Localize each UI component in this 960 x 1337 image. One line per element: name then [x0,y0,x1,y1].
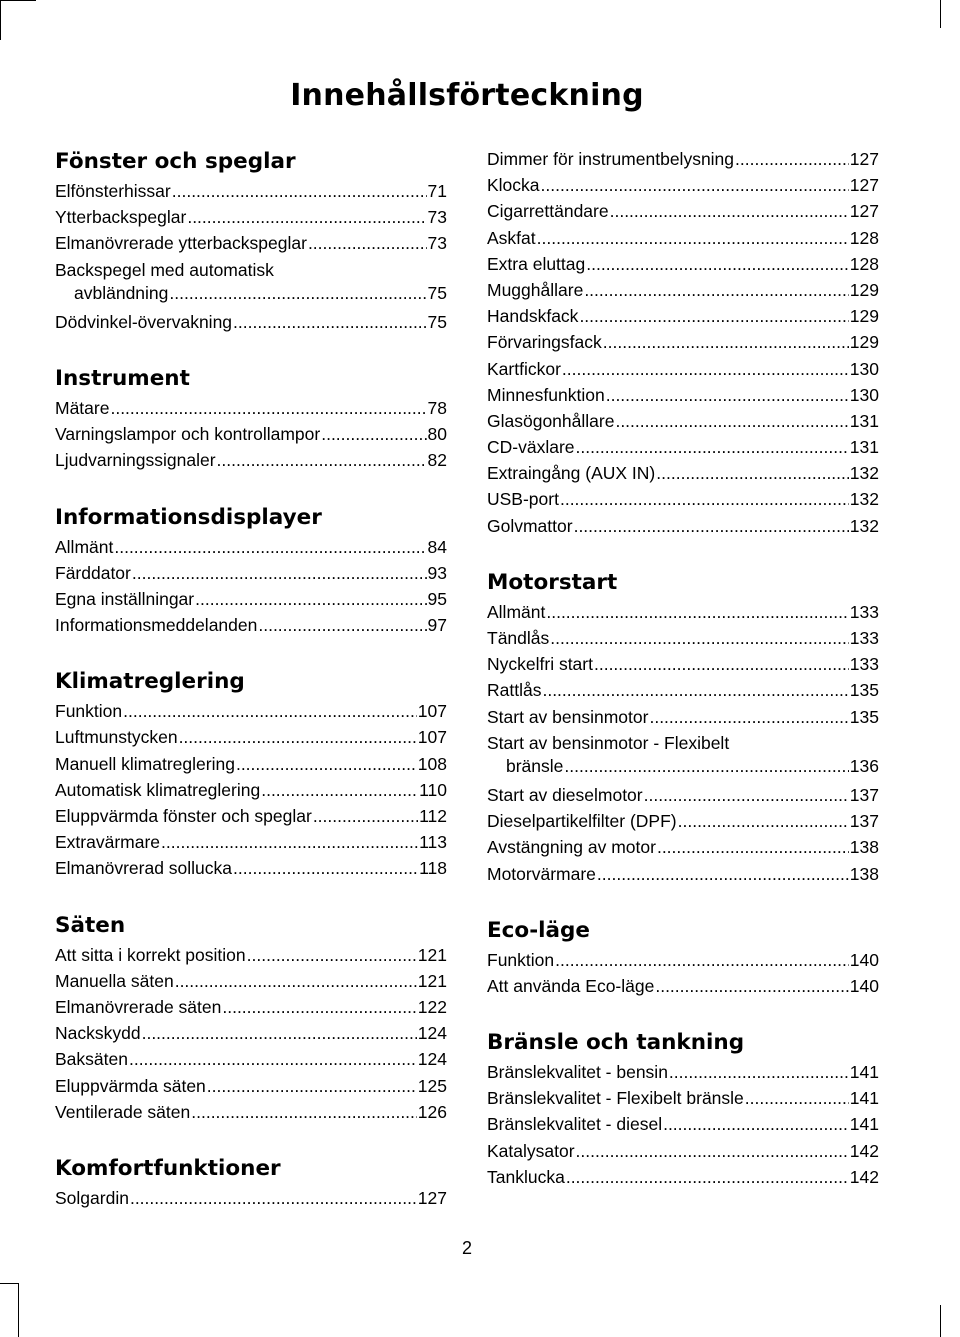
toc-entry[interactable] [487,1059,879,1085]
dot-leader [576,1138,849,1164]
toc-entry-title: Extra eluttag [487,253,586,274]
dot-leader [123,698,417,724]
toc-entry-page: 130 [849,384,879,405]
toc-entry-title: Manuella säten [55,970,174,991]
toc-section [55,502,447,639]
toc-entry-title: Klocka [487,175,540,196]
toc-entry-page: 133 [849,628,879,648]
dot-leader [649,704,848,730]
toc-entry-page: 140 [849,975,879,996]
dot-leader [550,625,849,651]
toc-entry[interactable] [55,204,447,230]
toc-entry-title: Dimmer för instrumentbelysning [487,149,735,169]
toc-entry[interactable] [487,704,879,730]
dot-leader [187,204,426,230]
toc-entry-page: 141 [849,1114,879,1135]
toc-entry[interactable] [487,303,879,329]
toc-entry-title: CD-växlare [487,437,575,458]
toc-entry[interactable] [55,1020,447,1046]
toc-entry[interactable] [487,198,879,224]
toc-entry-page: 136 [849,755,879,776]
toc-entry[interactable] [55,855,447,881]
toc-entry-page: 113 [419,832,447,853]
toc-entry[interactable] [487,808,879,834]
toc-entry-page: 138 [849,837,879,858]
toc-entry-title: Luftmunstycken [55,727,178,748]
crop-mark [0,1283,18,1284]
toc-entry-page: 127 [849,149,879,169]
dot-leader [207,1073,417,1099]
toc-entry-line [55,257,447,283]
dot-leader [562,356,849,382]
toc-entry[interactable] [55,395,447,421]
toc-entry-title: Golvmattor [487,515,573,536]
dot-leader [566,1164,849,1190]
section-heading: Eco-läge [487,917,590,943]
toc-entry-page: 80 [427,424,447,445]
toc-entry-page: 75 [427,311,447,332]
toc-entry-title: Rattlås [487,680,542,701]
dot-leader [308,230,427,256]
toc-entry-page: 141 [849,1088,879,1109]
section-heading: Motorstart [487,569,618,595]
toc-entry-title: Nackskydd [55,1023,141,1044]
toc-entry-title: Bränslekvalitet - diesel [487,1114,663,1135]
toc-entry-title: Funktion [55,701,123,722]
dot-leader [169,283,426,303]
toc-entry[interactable] [487,1138,879,1164]
toc-entry[interactable] [487,277,879,303]
dot-leader [172,178,427,204]
toc-entry[interactable] [487,329,879,355]
toc-entry-page: 132 [849,463,879,484]
dot-leader [321,421,426,447]
crop-mark [0,0,1,40]
dot-leader [586,251,849,277]
toc-entry[interactable] [487,947,879,973]
toc-section [55,1153,447,1211]
toc-entry-page: 141 [849,1062,879,1083]
dot-leader [541,172,849,198]
dot-leader [258,612,426,638]
toc-entry[interactable] [55,803,447,829]
toc-entry-title: Eluppvärmda säten [55,1075,206,1096]
dot-leader [130,1185,417,1211]
toc-section [55,363,447,474]
toc-entry-page: 110 [419,779,447,800]
dot-leader [615,408,848,434]
toc-entry[interactable] [487,730,879,776]
toc-entry-page: 84 [427,536,447,557]
dot-leader [233,855,418,881]
toc-entry-title: Extraingång (AUX IN) [487,463,656,484]
toc-entry-title: Varningslampor och kontrollampor [55,424,321,445]
toc-entry-page: 107 [417,701,447,722]
toc-entry-title: Färddator [55,562,131,583]
dot-leader [542,677,848,703]
toc-entry-page: 142 [849,1166,879,1187]
section-heading: Komfortfunktioner [55,1155,281,1181]
toc-entry[interactable] [487,225,879,251]
section-heading: Säten [55,912,126,938]
dot-leader [110,395,426,421]
toc-entry-title: Informationsmeddelanden [55,615,258,636]
dot-leader [574,513,849,539]
dot-leader [546,599,848,625]
toc-entry[interactable] [487,434,879,460]
toc-entry-title: Askfat [487,227,536,248]
toc-entry-page: 127 [849,175,879,196]
toc-entry-page: 75 [427,282,447,303]
toc-entry[interactable] [55,257,447,303]
toc-entry[interactable] [55,1046,447,1072]
toc-entry[interactable] [487,1111,879,1137]
dot-leader [745,1085,849,1111]
toc-section [55,666,447,881]
toc-entry[interactable] [55,829,447,855]
toc-entry-title: Mätare [55,397,110,418]
toc-entry-title: Backspegel med automatisk [55,259,274,280]
dot-leader [655,973,848,999]
toc-entry[interactable] [55,309,447,335]
section-heading: Informationsdisplayer [55,504,322,530]
toc-entry-page: 131 [849,437,879,458]
dot-leader [161,829,418,855]
toc-entry[interactable] [487,599,879,625]
toc-entry-page: 124 [417,1023,447,1044]
toc-entry-page: 95 [427,588,447,609]
toc-entry[interactable] [55,942,447,968]
toc-entry-title: avbländning [74,282,169,303]
toc-entry[interactable] [487,486,879,512]
toc-entry-title: Allmänt [487,601,546,622]
toc-left-column [55,146,447,1239]
crop-mark [940,0,941,28]
toc-entry[interactable] [55,612,447,638]
toc-entry[interactable] [55,447,447,473]
toc-entry-page: 121 [417,970,447,991]
dot-leader [669,1059,849,1085]
crop-mark [0,0,36,1]
toc-entry[interactable] [487,146,879,172]
dot-leader [656,460,849,486]
toc-entry[interactable] [487,782,879,808]
dot-leader [132,560,427,586]
toc-section [55,910,447,1125]
toc-entry-page: 130 [849,358,879,379]
dot-leader [657,834,849,860]
toc-entry[interactable] [55,560,447,586]
toc-entry[interactable] [55,534,447,560]
dot-leader [114,534,426,560]
toc-entry-title: Att använda Eco-läge [487,975,655,996]
toc-entry-title: Kartfickor [487,358,561,379]
toc-entry-page: 73 [427,207,447,228]
toc-right-column [487,146,879,1218]
toc-entry-title: Baksäten [55,1049,128,1070]
toc-entry-title: Automatisk klimatreglering [55,779,261,800]
toc-entry-page: 125 [417,1075,447,1096]
toc-entry-title: bränsle [506,755,564,776]
dot-leader [142,1020,417,1046]
toc-entry-page: 82 [427,450,447,471]
toc-entry-page: 135 [849,680,879,701]
toc-entry-page: 71 [427,181,447,201]
toc-entry-title: Solgardin [55,1187,129,1208]
toc-entry-page: 93 [427,562,447,583]
toc-entry[interactable] [487,172,879,198]
dot-leader [606,382,849,408]
dot-leader [678,808,849,834]
toc-entry[interactable] [487,1085,879,1111]
dot-leader [191,1099,417,1125]
dot-leader [313,803,418,829]
dot-leader [195,586,426,612]
toc-entry-title: Ljudvarningssignaler [55,450,216,471]
toc-entry[interactable] [487,973,879,999]
toc-entry[interactable] [55,1099,447,1125]
toc-entry-page: 140 [849,949,879,970]
toc-entry-page: 121 [417,944,447,965]
toc-entry-title: Allmänt [55,536,114,557]
dot-leader [610,198,849,224]
toc-entry[interactable] [55,230,447,256]
toc-entry[interactable] [55,751,447,777]
toc-entry[interactable] [487,834,879,860]
dot-leader [735,146,849,172]
dot-leader [603,329,849,355]
toc-entry-title: Ventilerade säten [55,1101,191,1122]
dot-leader [644,782,849,808]
toc-entry-title: Extravärmare [55,832,161,853]
toc-entry[interactable] [487,356,879,382]
toc-entry-page: 133 [849,654,879,675]
dot-leader [579,303,848,329]
toc-entry[interactable] [55,724,447,750]
toc-entry[interactable] [55,586,447,612]
toc-entry-title: USB-port [487,489,559,510]
crop-mark [18,1283,19,1337]
toc-entry-page: 97 [427,615,447,636]
toc-entry-title: Motorvärmare [487,863,596,884]
toc-entry-page: 128 [849,227,879,248]
toc-entry[interactable] [487,460,879,486]
toc-entry-title: Förvaringsfack [487,332,602,353]
toc-entry-title: Handskfack [487,306,579,327]
toc-entry-title: Start av bensinmotor [487,706,649,727]
toc-entry-title: Elmanövrerade ytterbackspeglar [55,233,307,254]
toc-entry-title: Ytterbackspeglar [55,207,187,228]
dot-leader [594,651,849,677]
toc-entry-page: 138 [849,863,879,884]
toc-entry[interactable] [487,408,879,434]
toc-entry-title: Funktion [487,949,555,970]
dot-leader [222,994,416,1020]
toc-entry-page: 112 [419,806,447,826]
toc-entry-title: Tändlås [487,628,550,648]
toc-entry-page: 129 [849,306,879,327]
toc-entry-page: 78 [427,397,447,418]
toc-entry-page: 127 [849,201,879,222]
toc-entry-line [55,283,447,303]
toc-entry-title: Dödvinkel-övervakning [55,311,233,332]
dot-leader [597,861,849,887]
toc-section [487,1027,879,1190]
toc-entry-page: 133 [849,601,879,622]
toc-entry-page: 73 [427,233,447,254]
section-heading: Klimatreglering [55,669,245,695]
toc-entry[interactable] [487,513,879,539]
toc-entry-title: Cigarrettändare [487,201,609,222]
toc-section [487,567,879,887]
toc-section [55,146,447,335]
toc-entry[interactable] [55,994,447,1020]
dot-leader [663,1111,849,1137]
toc-entry-title: Katalysator [487,1140,575,1161]
toc-entry[interactable] [487,1164,879,1190]
toc-entry-title: Elfönsterhissar [55,181,171,201]
toc-entry[interactable] [55,968,447,994]
toc-entry-title: Tanklucka [487,1166,565,1187]
toc-entry-line [487,730,879,756]
dot-leader [576,434,849,460]
toc-entry[interactable] [55,1185,447,1211]
toc-entry-title: Glasögonhållare [487,410,615,431]
dot-leader [179,724,417,750]
toc-entry-page: 107 [417,727,447,748]
toc-entry-title: Dieselpartikelfilter (DPF) [487,811,677,832]
dot-leader [233,309,426,335]
toc-entry-page: 127 [417,1187,447,1208]
toc-entry[interactable] [55,421,447,447]
toc-section [487,915,879,999]
dot-leader [217,447,427,473]
section-heading: Bränsle och tankning [487,1030,745,1056]
toc-entry-title: Eluppvärmda fönster och speglar [55,806,312,826]
toc-entry-page: 142 [849,1140,879,1161]
toc-entry-page: 131 [849,410,879,431]
toc-entry-page: 108 [417,753,447,774]
toc-entry[interactable] [487,382,879,408]
dot-leader [236,751,417,777]
page-title: Innehållsförteckning [290,78,644,114]
dot-leader [175,968,417,994]
toc-entry-page: 135 [849,706,879,727]
dot-leader [261,777,418,803]
toc-entry[interactable] [55,777,447,803]
toc-entry-title: Att sitta i korrekt position [55,944,246,965]
toc-entry-title: Manuell klimatreglering [55,753,235,774]
crop-mark [940,1305,941,1337]
toc-entry[interactable] [487,625,879,651]
dot-leader [560,486,849,512]
toc-entry-title: Nyckelfri start [487,654,593,675]
toc-entry-page: 132 [849,489,879,510]
toc-entry[interactable] [55,1073,447,1099]
toc-entry-title: Egna inställningar [55,588,195,609]
section-heading: Instrument [55,365,190,391]
toc-entry-page: 128 [849,253,879,274]
toc-entry-page: 132 [849,515,879,536]
dot-leader [129,1046,417,1072]
toc-entry-page: 137 [849,784,879,805]
toc-section [487,146,879,539]
toc-entry-title: Minnesfunktion [487,384,605,405]
toc-entry[interactable] [55,178,447,204]
toc-entry-page: 122 [417,996,447,1017]
toc-entry-page: 129 [849,279,879,300]
toc-entry[interactable] [487,651,879,677]
toc-entry-title: Start av bensinmotor - Flexibelt [487,732,730,753]
toc-entry-page: 129 [849,332,879,353]
dot-leader [537,225,849,251]
toc-entry-title: Elmanövrerade säten [55,996,222,1017]
toc-entry-page: 118 [419,858,447,879]
toc-entry-title: Avstängning av motor [487,837,656,858]
toc-entry-line [487,756,879,776]
dot-leader [584,277,848,303]
section-heading: Fönster och speglar [55,149,296,174]
toc-entry-title: Start av dieselmotor [487,784,643,805]
toc-entry[interactable] [487,677,879,703]
toc-entry-page: 126 [417,1101,447,1122]
toc-entry[interactable] [487,251,879,277]
toc-entry-title: Mugghållare [487,279,584,300]
toc-entry[interactable] [487,861,879,887]
toc-entry-title: Bränslekvalitet - Flexibelt bränsle [487,1088,744,1109]
dot-leader [555,947,849,973]
dot-leader [247,942,417,968]
toc-entry-page: 137 [849,811,879,832]
toc-entry-title: Elmanövrerad sollucka [55,858,233,879]
toc-entry[interactable] [55,698,447,724]
toc-entry-title: Bränslekvalitet - bensin [487,1062,668,1083]
page-number: 2 [461,1238,472,1258]
toc-entry-page: 124 [417,1049,447,1070]
dot-leader [564,756,848,776]
